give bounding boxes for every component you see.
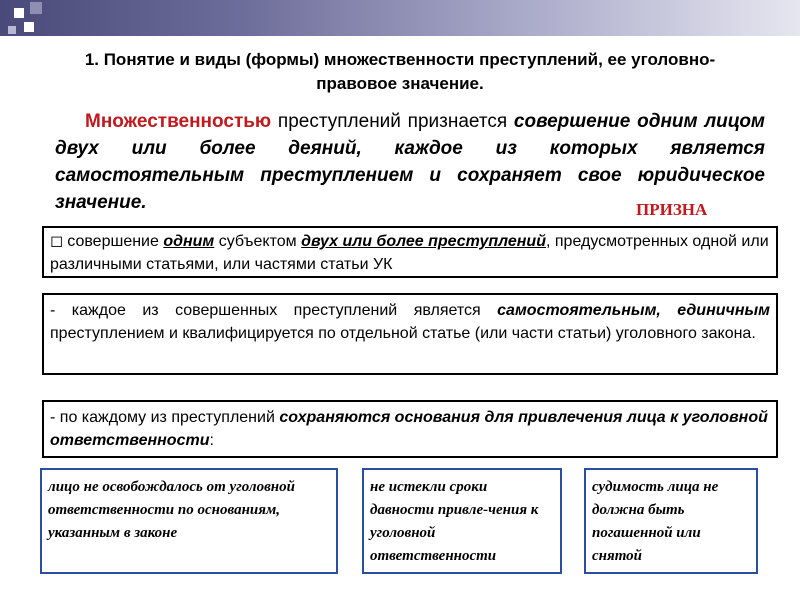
feature-box-2: - каждое из совершенных преступлений является самостоятельным, единичным преступлением и квалифицируется по отдельной статье (или части статьи) уголовного закона. [42, 293, 778, 375]
slide-title: 1. Понятие и виды (формы) множественности преступлений, ее уголовно-правовое значение. [84, 50, 716, 93]
signs-label: ПРИЗНА [636, 200, 708, 219]
decor-square [24, 22, 34, 32]
decor-square [30, 2, 42, 14]
definition-emphasis: совершение одним лицом двух или более деяний, каждое из которых является самостоятельным преступлением и сохраняет свое юридическое значение. [55, 111, 765, 213]
condition-box-1: лицо не освобождалось от уголовной ответственности по основаниям, указанным в законе [40, 468, 338, 574]
condition-box-3: судимость лица не должна быть погашенной или снятой [584, 468, 758, 574]
definition-term: Множественностью [85, 111, 272, 132]
decor-square [8, 26, 16, 34]
condition-box-2: не истекли сроки давности привле-чения к уголовной ответственности [362, 468, 562, 574]
feature-box-1: ◻ совершение одним субъектом двух или более преступлений, предусмотренных одной или различными статьями, или частями статьи УК [42, 226, 778, 278]
feature-box-3: - по каждому из преступлений сохраняются основания для привлечения лица к уголовной ответственности: [42, 400, 778, 458]
top-decor-bar [0, 0, 800, 36]
definition-text: преступлений признается [271, 111, 514, 132]
bullet-icon: ◻ [50, 233, 64, 250]
decor-square [14, 8, 24, 18]
